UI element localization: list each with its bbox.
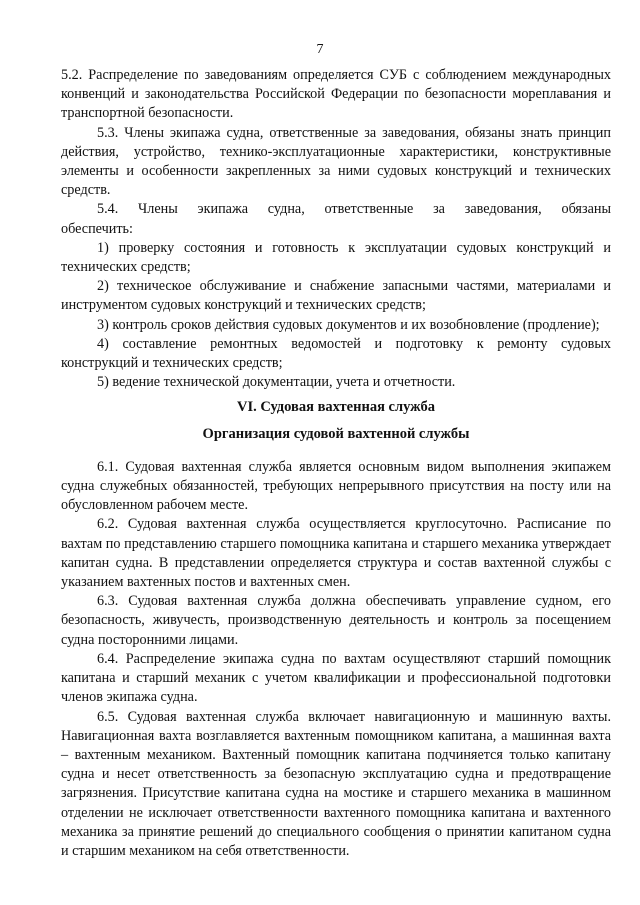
paragraph-5-4-continuation: обеспечить: <box>61 220 133 237</box>
paragraph-5-3: 5.3. Члены экипажа судна, ответственные за заведования, обязаны знать принцип действия, устройство, технико-эксплуатационные характеристики, конструктивные элементы и особенности закрепленных за ними судовых конструкций и технических средств. <box>61 124 611 199</box>
list-item-3: 3) контроль сроков действия судовых документов и их возобновление (продление); <box>97 316 600 333</box>
paragraph-6-4: 6.4. Распределение экипажа судна по вахтам осуществляют старший помощник капитана и старший механик с учетом квалификации и профессиональной подготовки членов экипажа судна. <box>61 650 611 706</box>
page-number: 7 <box>316 42 324 57</box>
list-item-1: 1) проверку состояния и готовность к эксплуатации судовых конструкций и технических средств; <box>61 239 611 276</box>
paragraph-6-1: 6.1. Судовая вахтенная служба является основным видом выполнения экипажем судна служебных обязанностей, требующих непрерывного присутствия на посту или на обусловленном рабочем месте. <box>61 458 611 514</box>
section-heading: VI. Судовая вахтенная служба <box>237 399 435 416</box>
paragraph-5-4-lead: 5.4. Члены экипажа судна, ответственные за заведования, обязаны <box>97 201 611 218</box>
paragraph-6-3: 6.3. Судовая вахтенная служба должна обеспечивать управление судном, его безопасность, живучесть, производственную деятельность и контроль за посещением судна посторонними лицами. <box>61 593 611 648</box>
subsection-heading: Организация судовой вахтенной службы <box>202 425 470 442</box>
document-body <box>61 66 611 861</box>
paragraph-6-5: 6.5. Судовая вахтенная служба включает навигационную и машинную вахты. Навигационная вахта возглавляется вахтенным помощником капитана, а машинная вахта – вахтенным механиком. Вахтенный помощник капитана подчиняется только капитану судна и несет ответственность за безопасную эксплуатацию судна и предотвращение загрязнения. Присутствие капитана судна на мостике и старшего механика в машинном отделении не исключает ответственности вахтенного помощника капитана и вахтенного механика за принятие решений до специального сообщения о принятии капитаном судна и старшим механиком на себя ответственности. <box>61 708 611 859</box>
list-item-4: 4) составление ремонтных ведомостей и подготовку к ремонту судовых конструкций и технических средств; <box>61 335 611 372</box>
list-item-2: 2) техническое обслуживание и снабжение запасными частями, материалами и инструментом судовых конструкций и технических средств; <box>61 278 611 314</box>
paragraph-5-2: 5.2. Распределение по заведованиям определяется СУБ с соблюдением международных конвенций и законодательства Российской Федерации по безопасности мореплавания и транспортной безопасности. <box>61 67 611 122</box>
list-item-5: 5) ведение технической документации, учета и отчетности. <box>97 374 456 391</box>
paragraph-6-2: 6.2. Судовая вахтенная служба осуществляется круглосуточно. Расписание по вахтам по представлению старшего помощника капитана и старшего механика утверждает капитан судна. В представлении определяется структура и состав вахтенной службы с указанием вахтенных постов и вахтенных смен. <box>61 516 611 591</box>
